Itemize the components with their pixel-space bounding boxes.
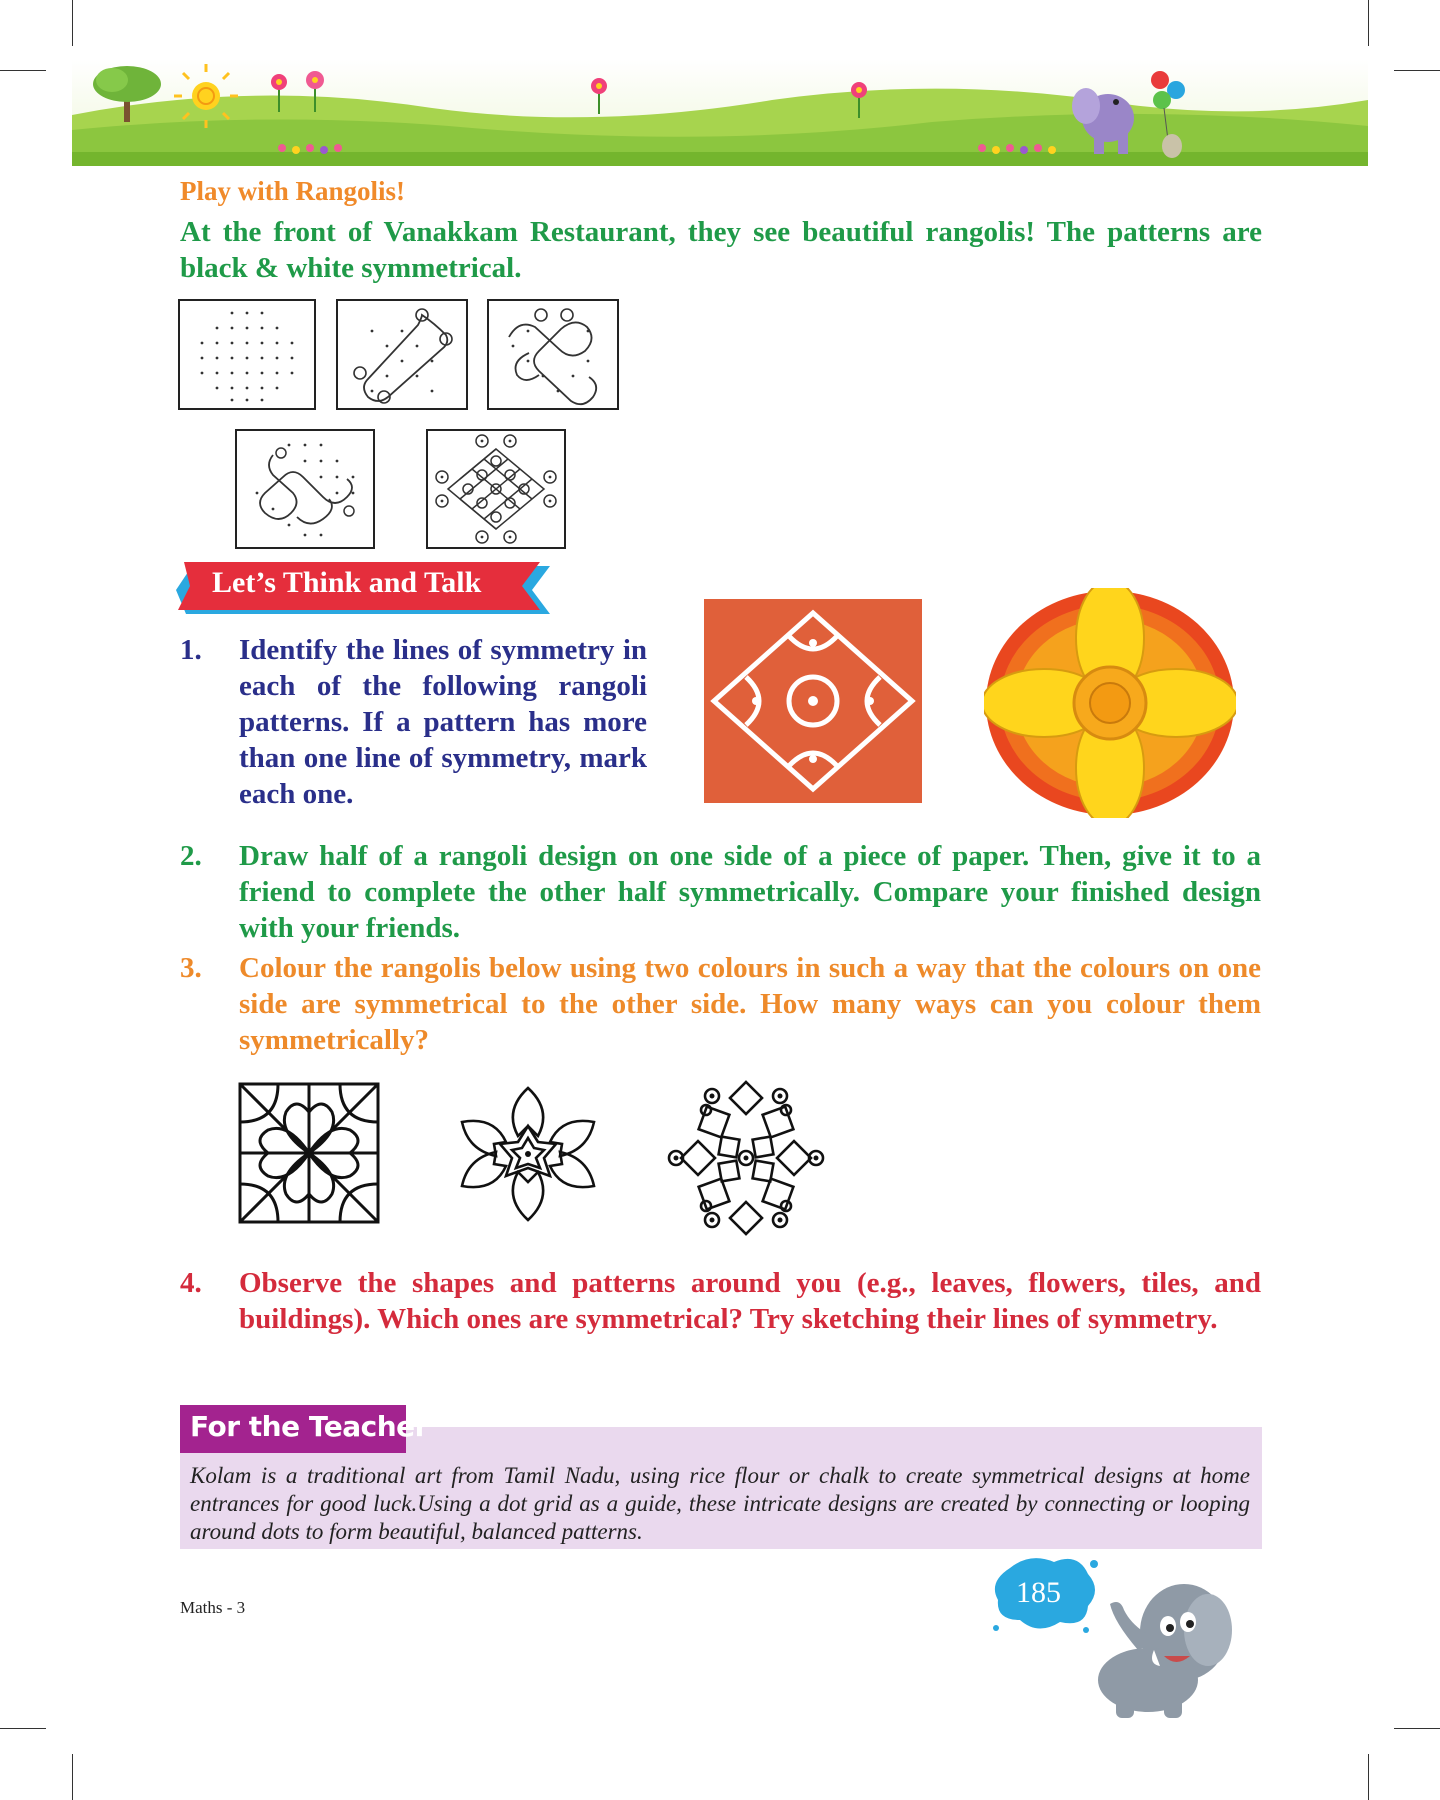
kolam-diagonal-loop (336, 299, 468, 410)
rangoli-diamond-circles (666, 1080, 826, 1236)
question-text: Draw half of a rangoli design on one side of a piece of paper. Then, give it to a friend to complete the other half symmetrically. Compare your finished design with your friends. (239, 840, 1261, 944)
crop-mark (1368, 1754, 1369, 1800)
intro-paragraph: At the front of Vanakkam Restaurant, they see beautiful rangolis! The patterns are black & white symmetrical. (180, 216, 1262, 284)
question-text: Colour the rangolis below using two colours in such a way that the colours on one side are symmetrical to the other side. How many ways can you colour them symmetrically? (239, 952, 1261, 1056)
question-text: Identify the lines of symmetry in each of the following rangoli patterns. If a pattern has more than one line of symmetry, mark each one. (239, 634, 647, 810)
teacher-note-label: For the Teacher (190, 1410, 428, 1443)
rangoli-lotus (456, 1086, 600, 1222)
crop-mark (72, 1754, 73, 1800)
rangoli-flower (984, 588, 1236, 818)
section-title: Play with Rangolis! (180, 176, 406, 206)
crop-mark (1394, 70, 1440, 71)
kolam-snake-loop (487, 299, 619, 410)
question-text: Observe the shapes and patterns around you (e.g., leaves, flowers, tiles, and buildings). Which ones are symmetrical? Try sketching their lines of symmetry. (239, 1267, 1261, 1335)
rangoli-heart-square (238, 1082, 380, 1224)
teacher-note-text: Kolam is a traditional art from Tamil Nadu, using rice flour or chalk to create symmetrical designs at home entrances for good luck.Using a dot grid as a guide, these intricate designs are created by connecting or looping around dots to form beautiful, balanced patterns. (190, 1463, 1250, 1544)
crop-mark (72, 0, 73, 46)
question-number: 1. (180, 634, 202, 666)
crop-mark (0, 70, 46, 71)
elephant-mascot-icon (1064, 1570, 1234, 1722)
header-banner (72, 60, 1368, 166)
crop-mark (1368, 0, 1369, 46)
crop-mark (1394, 1728, 1440, 1729)
page-number: 185 (1016, 1576, 1061, 1609)
crop-mark (0, 1728, 46, 1729)
question-number: 2. (180, 840, 202, 872)
kolam-lattice-loop (426, 429, 566, 549)
footer-subject: Maths - 3 (180, 1598, 246, 1617)
rangoli-orange-square (704, 599, 922, 803)
question-number: 4. (180, 1267, 202, 1299)
kolam-dot-grid (178, 299, 316, 410)
ribbon-label: Let’s Think and Talk (212, 566, 482, 599)
question-number: 3. (180, 952, 202, 984)
kolam-wave-loop (235, 429, 375, 549)
